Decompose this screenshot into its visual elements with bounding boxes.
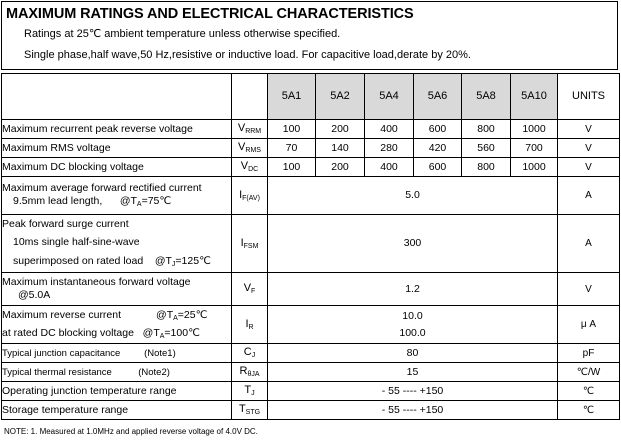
- part-header: 5A1: [268, 74, 316, 120]
- units-header: UNITS: [558, 74, 620, 120]
- symbol-cell: VF: [232, 273, 268, 306]
- value-cell: 140: [316, 139, 365, 158]
- value-cell: 5.0: [268, 177, 558, 215]
- value-cell: 300: [268, 215, 558, 273]
- symbol-cell: RθJA: [232, 363, 268, 382]
- table-row: [2, 273, 620, 306]
- unit-cell: V: [558, 158, 620, 177]
- page-title: MAXIMUM RATINGS AND ELECTRICAL CHARACTERISTICS: [6, 6, 414, 22]
- table-row: [2, 363, 620, 382]
- param-label: Operating junction temperature range: [2, 382, 232, 401]
- symbol-cell: VRMS: [232, 139, 268, 158]
- symbol-cell: VDC: [232, 158, 268, 177]
- unit-cell: A: [558, 177, 620, 215]
- table-row: [2, 382, 620, 401]
- table-header-row: [2, 74, 620, 120]
- table-row: [2, 120, 620, 139]
- param-label: Maximum average forward rectified current 9.5mm lead length, @TA=75℃: [2, 177, 232, 215]
- value-cell: - 55 ---- +150: [268, 401, 558, 420]
- value-cell: 800: [462, 158, 511, 177]
- param-label: Typical junction capacitance (Note1): [2, 344, 232, 363]
- load-note: Single phase,half wave,50 Hz,resistive or inductive load. For capacitive load,derate by 20%.: [24, 49, 471, 61]
- param-label: Peak forward surge current 10ms single half-sine-wave superimposed on rated load @TJ=125℃: [2, 215, 232, 273]
- value-cell: 400: [365, 158, 414, 177]
- part-header: 5A2: [316, 74, 365, 120]
- unit-cell: ℃/W: [558, 363, 620, 382]
- param-label: Maximum DC blocking voltage: [2, 158, 232, 177]
- value-cell: 560: [462, 139, 511, 158]
- part-header: 5A6: [414, 74, 462, 120]
- value-cell: 800: [462, 120, 511, 139]
- unit-cell: V: [558, 139, 620, 158]
- symbol-cell: CJ: [232, 344, 268, 363]
- param-label: Maximum instantaneous forward voltage @5.0A: [2, 273, 232, 306]
- header-box: [1, 1, 618, 70]
- param-label: Typical thermal resistance (Note2): [2, 363, 232, 382]
- value-cell: 600: [414, 158, 462, 177]
- ratings-table: [1, 73, 620, 420]
- footnote: NOTE: 1. Measured at 1.0MHz and applied reverse voltage of 4.0V DC.: [4, 427, 258, 436]
- unit-cell: V: [558, 273, 620, 306]
- value-cell: 1.2: [268, 273, 558, 306]
- value-cell: 15: [268, 363, 558, 382]
- table-row: [2, 215, 620, 273]
- table-row: [2, 401, 620, 420]
- value-cell: 200: [316, 158, 365, 177]
- value-cell: 70: [268, 139, 316, 158]
- unit-cell: μ A: [558, 306, 620, 344]
- value-cell: 200: [316, 120, 365, 139]
- value-cell: 80: [268, 344, 558, 363]
- param-label: Maximum recurrent peak reverse voltage: [2, 120, 232, 139]
- unit-cell: V: [558, 120, 620, 139]
- value-cell: 1000: [511, 120, 558, 139]
- symbol-cell: IFSM: [232, 215, 268, 273]
- table-row: [2, 158, 620, 177]
- part-header: 5A8: [462, 74, 511, 120]
- value-cell: 10.0 100.0: [268, 306, 558, 344]
- value-cell: 400: [365, 120, 414, 139]
- param-label: Maximum reverse current @TA=25℃ at rated DC blocking voltage @TA=100℃: [2, 306, 232, 344]
- unit-cell: ℃: [558, 382, 620, 401]
- value-cell: 100: [268, 120, 316, 139]
- header-blank-param: [2, 74, 232, 120]
- table-row: [2, 177, 620, 215]
- table-row: [2, 139, 620, 158]
- table-row: [2, 344, 620, 363]
- value-cell: 600: [414, 120, 462, 139]
- symbol-cell: IF(AV): [232, 177, 268, 215]
- part-header: 5A10: [511, 74, 558, 120]
- unit-cell: pF: [558, 344, 620, 363]
- value-cell: 420: [414, 139, 462, 158]
- value-cell: 700: [511, 139, 558, 158]
- header-blank-symbol: [232, 74, 268, 120]
- unit-cell: A: [558, 215, 620, 273]
- value-cell: - 55 ---- +150: [268, 382, 558, 401]
- value-cell: 100: [268, 158, 316, 177]
- symbol-cell: IR: [232, 306, 268, 344]
- symbol-cell: VRRM: [232, 120, 268, 139]
- symbol-cell: TJ: [232, 382, 268, 401]
- param-label: Storage temperature range: [2, 401, 232, 420]
- table-row: [2, 306, 620, 344]
- symbol-cell: TSTG: [232, 401, 268, 420]
- ratings-note: Ratings at 25℃ ambient temperature unless otherwise specified.: [24, 28, 341, 40]
- value-cell: 280: [365, 139, 414, 158]
- value-cell: 1000: [511, 158, 558, 177]
- param-label: Maximum RMS voltage: [2, 139, 232, 158]
- part-header: 5A4: [365, 74, 414, 120]
- unit-cell: ℃: [558, 401, 620, 420]
